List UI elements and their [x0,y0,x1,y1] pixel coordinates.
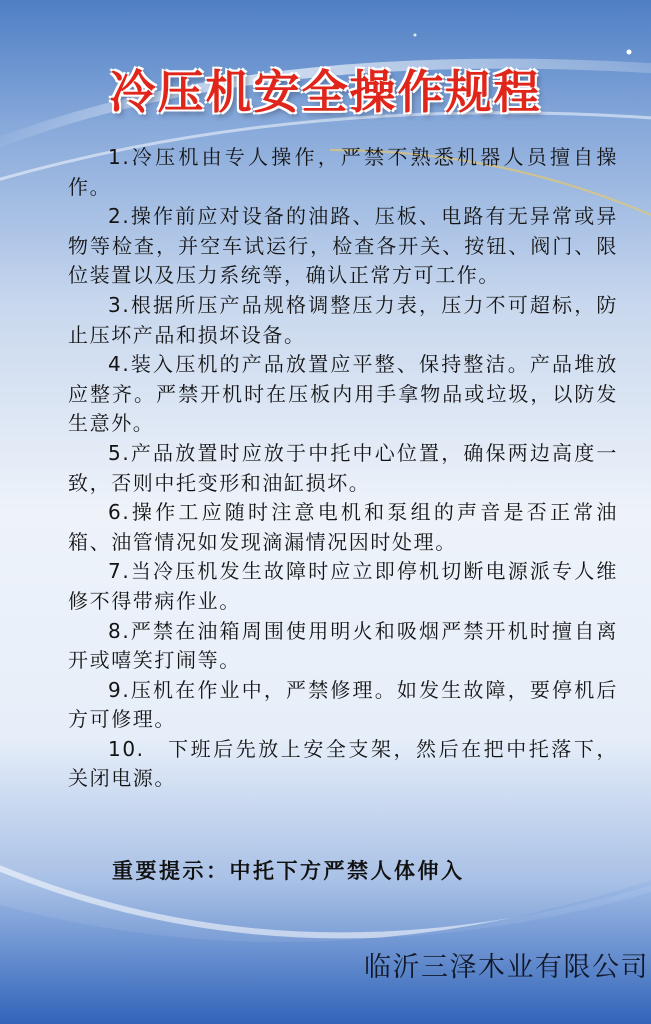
rule-item: 1.冷压机由专人操作，严禁不熟悉机器人员擅自操作。 [68,145,618,199]
rules-list [68,143,618,794]
rule-item: 6.操作工应随时注意电机和泵组的声音是否正常油箱、油管情况如发现滴漏情况因时处理。 [68,500,618,554]
rule-item: 5.产品放置时应放于中托中心位置，确保两边高度一致，否则中托变形和油缸损坏。 [68,440,618,495]
page-title: 冷压机安全操作规程 [109,65,542,119]
rule-item: 3.根据所压产品规格调整压力表，压力不可超标，防止压坏产品和损坏设备。 [68,292,618,347]
rule-item: 7.当冷压机发生故障时应立即停机切断电源派专人维修不得带病作业。 [68,559,618,613]
company-name: 临沂三泽木业有限公司 [364,952,649,983]
rule-item: 10. 下班后先放上安全支架，然后在把中托落下，关闭电源。 [68,736,618,791]
rule-item: 9.压机在作业中，严禁修理。如发生故障，要停机后方可修理。 [68,677,618,732]
rule-item: 4.装入压机的产品放置应平整、保持整洁。产品堆放应整齐。严禁开机时在压板内用手拿物品或垃圾，以防发生意外。 [68,352,618,436]
important-notice: 重要提示：中托下方严禁人体伸入 [112,859,465,883]
sparkle [627,50,632,55]
rule-item: 8.严禁在油箱周围使用明火和吸烟严禁开机时擅自离开或嘻笑打闹等。 [68,618,618,673]
rule-item: 2.操作前应对设备的油路、压板、电路有无异常或异物等检查，并空车试运行，检查各开关、按钮、阀门、限位装置以及压力系统等，确认正常方可工作。 [68,204,618,288]
sparkle [414,34,417,37]
